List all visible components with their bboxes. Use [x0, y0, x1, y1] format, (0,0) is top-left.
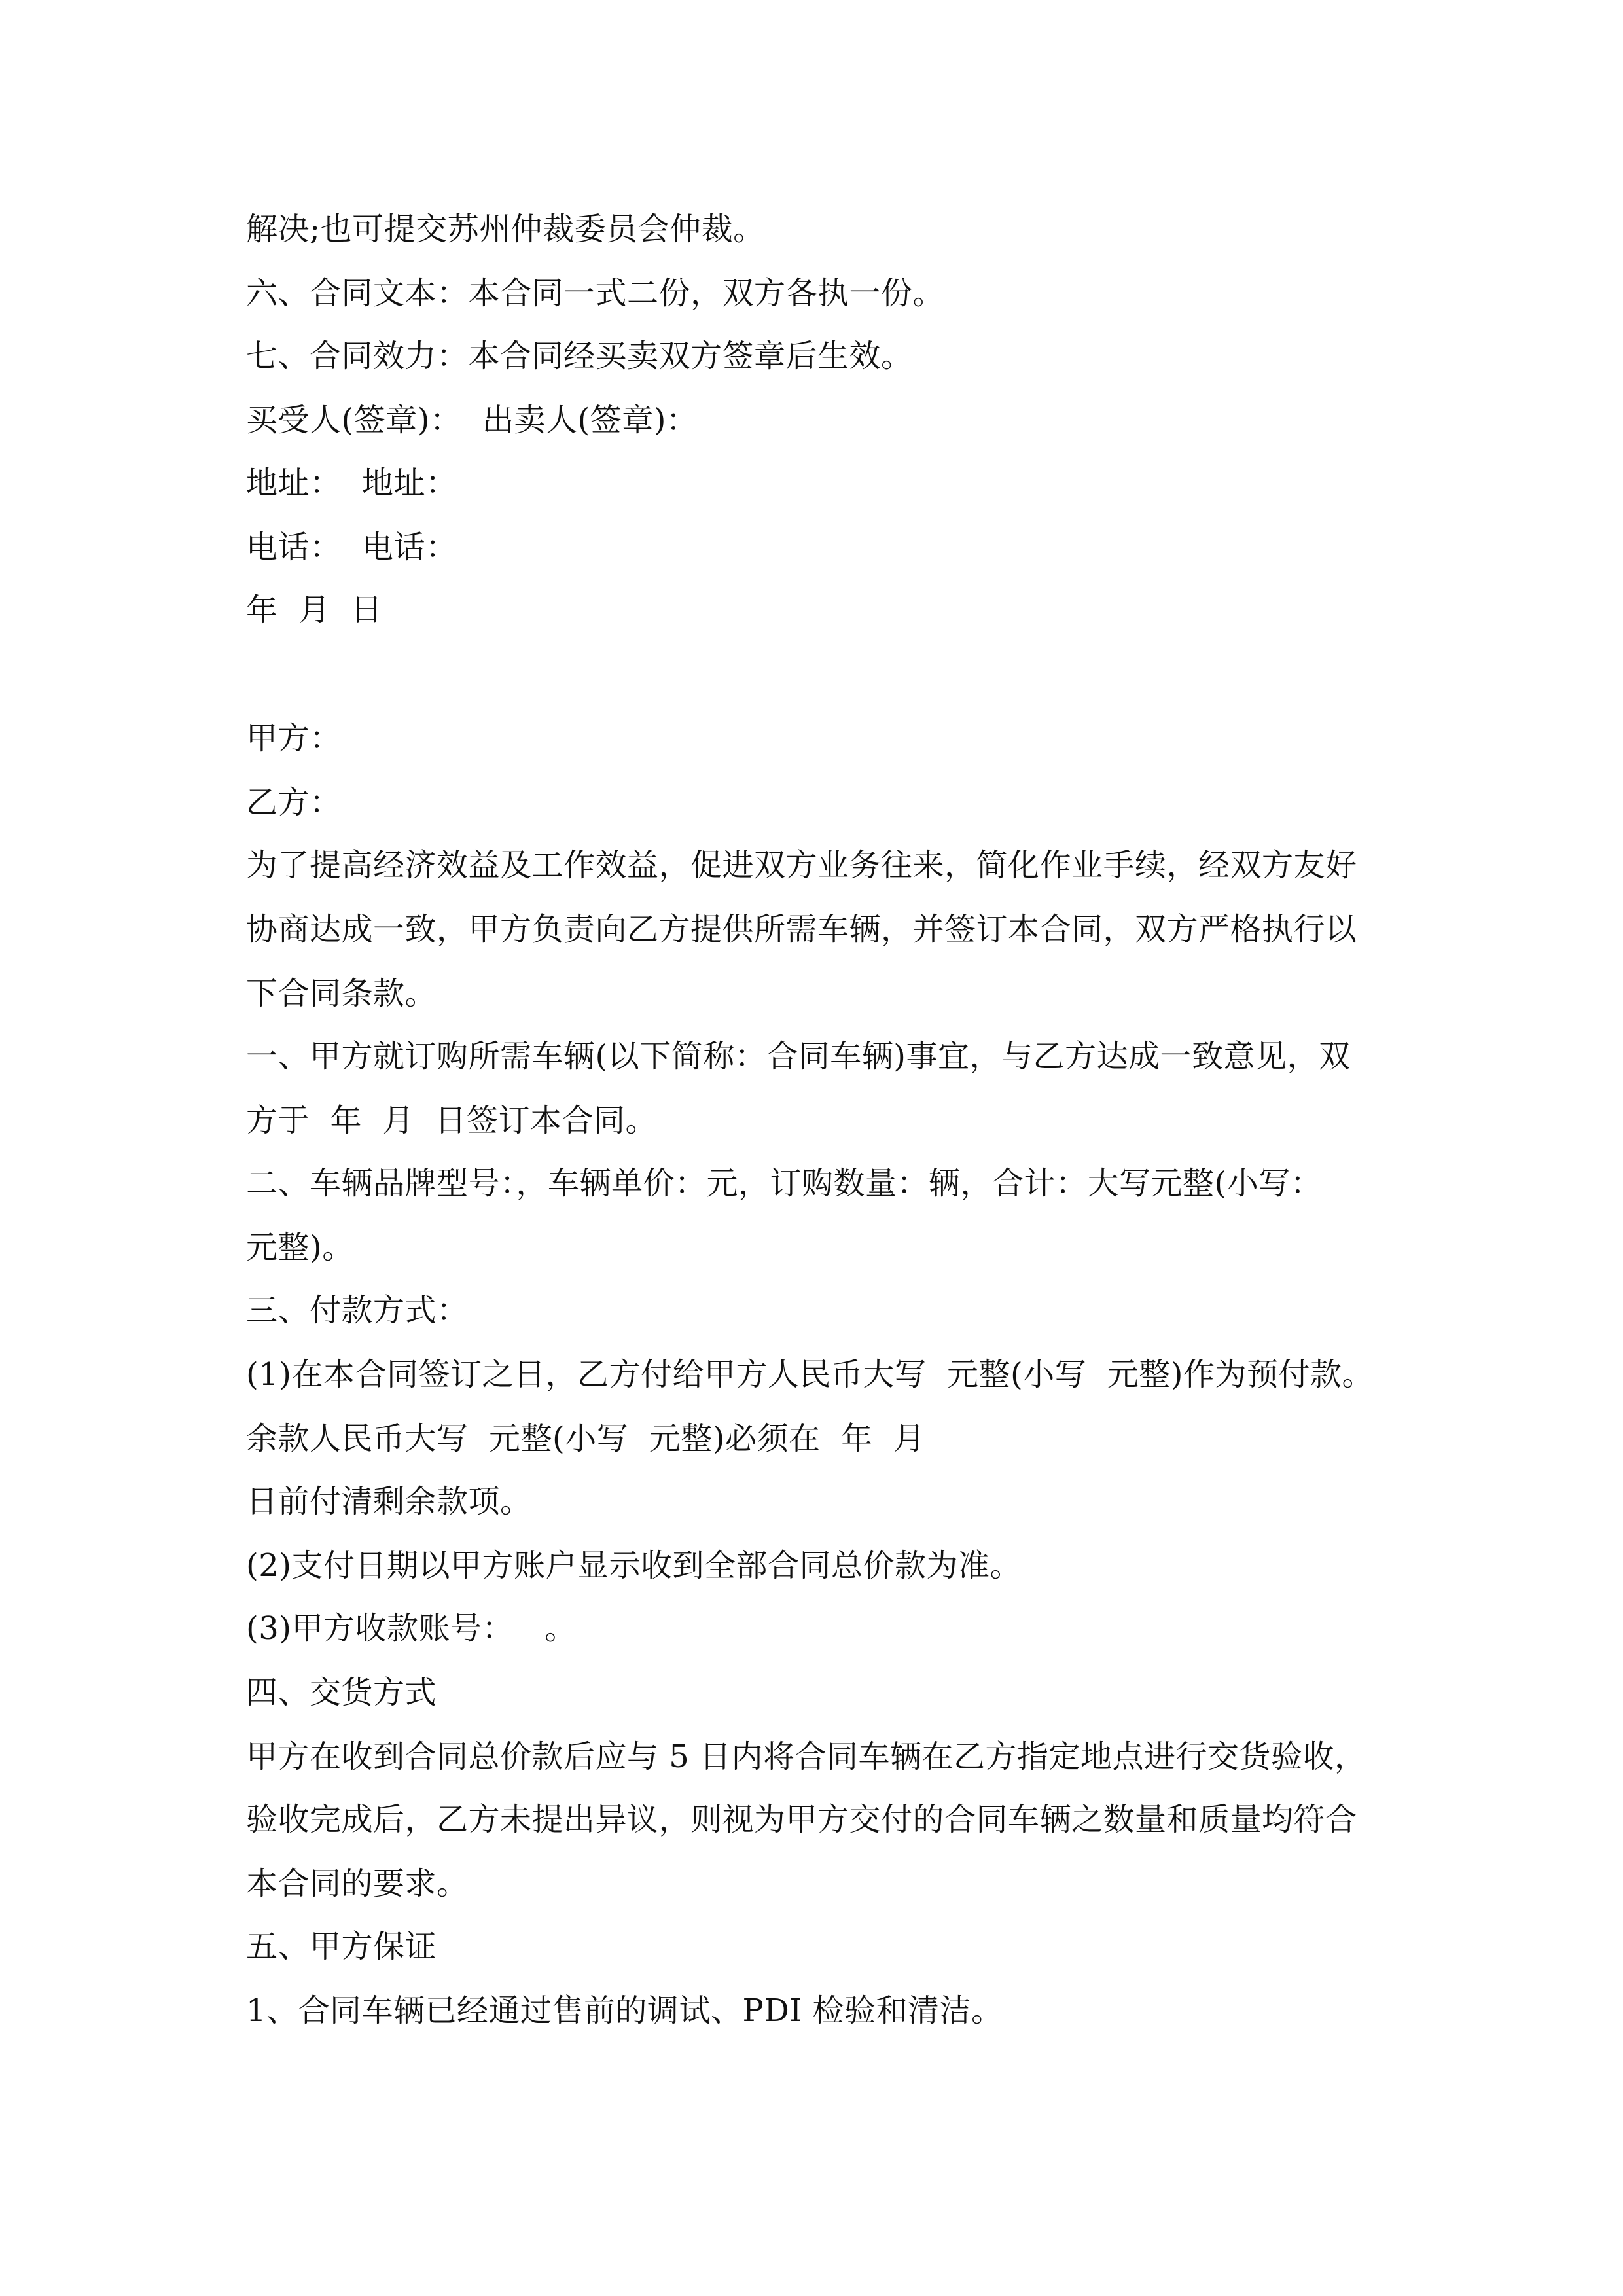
text-line-address: 地址： 地址：: [246, 465, 457, 501]
text-line-guarantee-heading: 五、甲方保证: [246, 1928, 437, 1965]
text-line-delivery-2: 验收完成后，乙方未提出异议，则视为甲方交付的合同车辆之数量和质量均符合: [246, 1801, 1357, 1838]
text-line-party-b: 乙方：: [246, 784, 342, 821]
text-line-preamble-1: 为了提高经济效益及工作效益，促进双方业务往来，简化作业手续，经双方友好: [246, 847, 1357, 884]
text-line-payment-1c: 日前付清剩余款项。: [246, 1483, 532, 1520]
text-line-payment-heading: 三、付款方式：: [246, 1292, 469, 1329]
text-line-payment-1b: 余款人民币大写 元整(小写 元整)必须在 年 月: [246, 1420, 925, 1457]
text-line-clause-2a: 二、车辆品牌型号：，车辆单价：元，订购数量：辆，合计：大写元整(小写：: [246, 1165, 1323, 1202]
text-line-clause-1a: 一、甲方就订购所需车辆(以下简称：合同车辆)事宜，与乙方达成一致意见，双: [246, 1038, 1351, 1075]
text-line-contract-copies: 六、合同文本：本合同一式二份，双方各执一份。: [246, 275, 945, 312]
text-line-delivery-3: 本合同的要求。: [246, 1865, 469, 1902]
text-line-clause-1b: 方于 年 月 日签订本合同。: [246, 1102, 658, 1139]
text-line-date: 年 月 日: [246, 592, 383, 628]
text-line-phone: 电话： 电话：: [246, 529, 457, 565]
text-line-delivery-heading: 四、交货方式: [246, 1674, 437, 1711]
text-line-signatures: 买受人(签章)： 出卖人(签章)：: [246, 402, 698, 439]
text-line-payment-3: (3)甲方收款账号： 。: [246, 1610, 577, 1647]
text-line-preamble-3: 下合同条款。: [246, 975, 437, 1012]
text-line-delivery-1: 甲方在收到合同总价款后应与 5 日内将合同车辆在乙方指定地点进行交货验收，: [246, 1738, 1366, 1775]
text-line-arbitration: 解决;也可提交苏州仲裁委员会仲裁。: [246, 211, 765, 247]
text-line-contract-effect: 七、合同效力：本合同经买卖双方签章后生效。: [246, 338, 913, 374]
text-line-guarantee-1: 1、合同车辆已经通过售前的调试、PDI 检验和清洁。: [246, 1992, 1003, 2029]
text-line-party-a: 甲方：: [246, 720, 342, 757]
text-line-clause-2b: 元整)。: [246, 1229, 354, 1266]
text-line-payment-1: (1)在本合同签订之日，乙方付给甲方人民币大写 元整(小写 元整)作为预付款。: [246, 1356, 1374, 1393]
text-line-payment-2: (2)支付日期以甲方账户显示收到全部合同总价款为准。: [246, 1547, 1022, 1584]
text-line-preamble-2: 协商达成一致，甲方负责向乙方提供所需车辆，并签订本合同，双方严格执行以: [246, 911, 1357, 948]
